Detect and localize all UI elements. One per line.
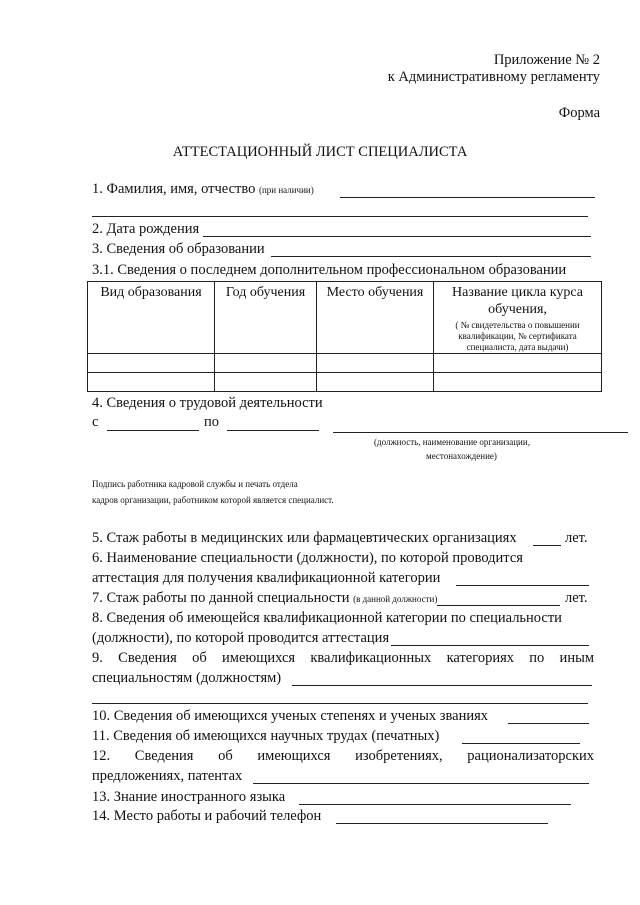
- page-title: АТТЕСТАЦИОННЫЙ ЛИСТ СПЕЦИАЛИСТА: [172, 144, 468, 160]
- table-header-course: Название цикла курса обучения, ( № свидетельства о повышении квалификации, № сертификата специалиста, дата выдачи): [434, 282, 602, 354]
- table-cell[interactable]: [215, 373, 317, 392]
- item-12-label-2: предложениях, патентах: [92, 768, 243, 784]
- item-8-label-1: 8. Сведения об имеющейся квалификационной категории по специальности: [92, 610, 562, 626]
- item-7-unit: лет.: [565, 590, 588, 606]
- table-cell[interactable]: [88, 354, 215, 373]
- item-5-unit: лет.: [565, 530, 588, 546]
- table-cell[interactable]: [88, 373, 215, 392]
- work-to-input-line[interactable]: [227, 430, 319, 431]
- work-position-note-2: местонахождение): [426, 451, 497, 461]
- item-9-input-line-2[interactable]: [92, 703, 588, 704]
- work-position-note-1: (должность, наименование организации,: [374, 437, 530, 447]
- item-14-input-line[interactable]: [336, 823, 548, 824]
- table-cell[interactable]: [317, 373, 434, 392]
- item-11-input-line[interactable]: [462, 743, 580, 744]
- table-row: [88, 354, 602, 373]
- item-8-input-line[interactable]: [391, 645, 589, 646]
- work-to-label: по: [204, 414, 220, 430]
- table-cell[interactable]: [434, 354, 602, 373]
- table-header-year: Год обучения: [215, 282, 317, 354]
- education-input-line[interactable]: [271, 256, 591, 257]
- field-full-name-note: (при наличии): [258, 185, 314, 195]
- full-name-input-line-2[interactable]: [92, 216, 588, 217]
- item-12-input-line[interactable]: [253, 783, 589, 784]
- item-10-input-line[interactable]: [508, 723, 589, 724]
- item-13-input-line[interactable]: [299, 804, 571, 805]
- work-position-input-line[interactable]: [333, 432, 628, 433]
- item-5-input-line[interactable]: [533, 545, 561, 546]
- regulation-reference: к Административному регламенту: [387, 69, 600, 85]
- item-9-input-line[interactable]: [292, 685, 592, 686]
- field-full-name-label: 1. Фамилия, имя, отчество (при наличии): [92, 181, 314, 197]
- table-cell[interactable]: [317, 354, 434, 373]
- field-additional-education-label: 3.1. Сведения о последнем дополнительном профессиональном образовании: [92, 262, 567, 278]
- table-header-course-note: ( № свидетельства о повышении квалификации, № сертификата специалиста, дата выдачи): [455, 320, 580, 352]
- table-cell[interactable]: [434, 373, 602, 392]
- hr-signature-note-2: кадров организации, работником которой является специалист.: [92, 495, 334, 505]
- form-label: Форма: [558, 105, 600, 121]
- appendix-number: Приложение № 2: [493, 52, 600, 68]
- item-6-label-2: аттестация для получения квалификационной категории: [92, 570, 441, 586]
- table-cell[interactable]: [215, 354, 317, 373]
- item-7-label: 7. Стаж работы по данной специальности (в данной должности): [92, 590, 438, 606]
- field-work-history-label: 4. Сведения о трудовой деятельности: [92, 395, 323, 411]
- table-row: [88, 373, 602, 392]
- birth-date-input-line[interactable]: [203, 236, 591, 237]
- item-9-label-1: 9. Сведения об имеющихся квалификационных категориях по иным: [92, 650, 594, 666]
- item-10-label: 10. Сведения об имеющихся ученых степенях и ученых званиях: [92, 708, 489, 724]
- item-12-label-1: 12. Сведения об имеющихся изобретениях, рационализаторских: [92, 748, 594, 764]
- field-birth-date-label: 2. Дата рождения: [92, 221, 200, 237]
- hr-signature-note-1: Подпись работника кадровой службы и печать отдела: [92, 479, 298, 489]
- table-header-education-type: Вид образования: [88, 282, 215, 354]
- item-13-label: 13. Знание иностранного языка: [92, 789, 286, 805]
- item-14-label: 14. Место работы и рабочий телефон: [92, 808, 322, 824]
- table-header-place: Место обучения: [317, 282, 434, 354]
- item-9-label-2: специальностям (должностям): [92, 670, 282, 686]
- field-education-label: 3. Сведения об образовании: [92, 241, 265, 257]
- item-7-note: (в данной должности): [353, 594, 438, 604]
- education-table: [87, 281, 602, 392]
- full-name-input-line[interactable]: [340, 197, 595, 198]
- work-from-input-line[interactable]: [107, 430, 199, 431]
- item-5-label: 5. Стаж работы в медицинских или фармацевтических организациях: [92, 530, 517, 546]
- item-6-label-1: 6. Наименование специальности (должности), по которой проводится: [92, 550, 523, 566]
- item-11-label: 11. Сведения об имеющихся научных трудах (печатных): [92, 728, 440, 744]
- item-8-label-2: (должности), по которой проводится аттестация: [92, 630, 390, 646]
- work-from-label: с: [92, 414, 99, 430]
- item-7-input-line[interactable]: [437, 605, 560, 606]
- table-header-row: [88, 282, 602, 354]
- item-6-input-line[interactable]: [456, 585, 589, 586]
